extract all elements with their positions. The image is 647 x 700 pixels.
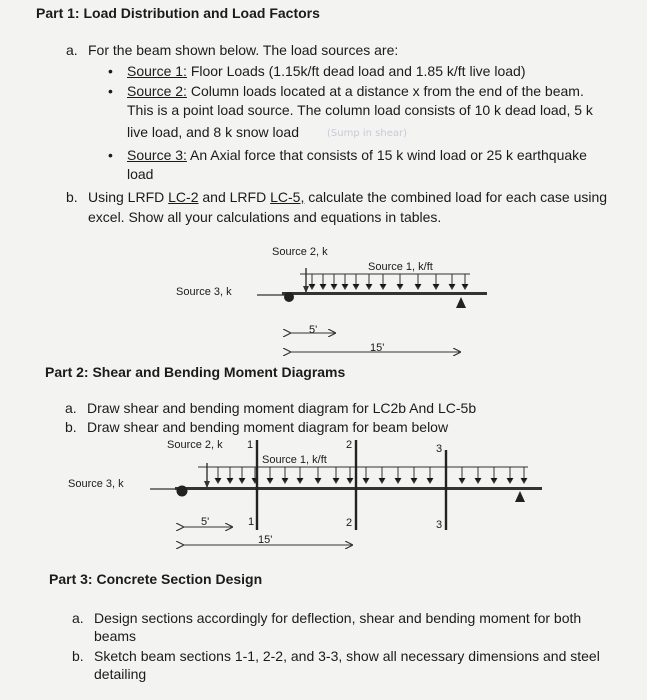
section-cut-3-top: 3 [436,443,443,455]
part1-b-line1: Using LRFD LC-2 and LRFD LC-5, calculate the combined load for each case using [88,189,608,205]
part2-heading: Part 2: Shear and Bending Moment Diagrams [45,364,346,380]
section-cut-1-top: 1 [247,439,254,451]
section-cut-2-top: 2 [346,439,353,451]
source3-label: Source 3: [127,147,187,163]
fig1-pin-support [284,292,294,302]
fig1-load-arrows [309,274,468,289]
fig2-source1-label: Source 1, k/ft [262,454,327,466]
fig1-dim-short: 5' [309,324,318,336]
fig1-source3-label: Source 3, k [176,286,232,298]
part1-a-marker: a. [66,42,78,58]
fig1-source2-label: Source 2, k [272,246,328,258]
part3-b-line2: detailing [94,666,147,682]
fig1-roller-support [456,297,466,308]
source1-label: Source 1: [127,63,187,79]
source3-description: Source 3: An Axial force that consists of 15 k wind load or 25 k earthquake [127,147,587,163]
handwritten-note: (Sump in shear) [327,128,407,139]
part2-a-marker: a. [65,400,77,416]
fig1-beam-diagram [257,268,487,352]
source1-description: Source 1: Floor Loads (1.15k/ft dead load and 1.85 k/ft live load) [127,63,526,79]
part2-b-text: Draw shear and bending moment diagram for beam below [87,419,449,435]
section-cut-2-bottom: 2 [346,517,353,529]
source2-line2: This is a point load source. The column load consists of 10 k dead load, 5 k [127,102,593,118]
section-cut-1-bottom: 1 [248,516,255,528]
fig1-source1-label: Source 1, k/ft [368,261,433,273]
fig2-source2-label: Source 2, k [167,439,223,451]
part3-a-marker: a. [72,610,84,626]
part3-a-line2: beams [94,628,137,644]
source2-description: Source 2: Column loads located at a distance x from the end of the beam. [127,83,584,99]
bullet-icon: • [108,63,113,79]
fig2-beam [175,487,542,490]
fig2-dim-short: 5' [201,516,210,528]
part1-b-line2: excel. Show all your calculations and equations in tables. [88,209,442,225]
source2-label: Source 2: [127,83,187,99]
fig1-dim-long: 15' [370,342,385,354]
fig2-source3-label: Source 3, k [68,478,124,490]
source2-line3: live load, and 8 k snow load [127,124,299,140]
part2-b-marker: b. [65,419,77,435]
fig1-beam [282,292,487,295]
fig2-roller-support [515,491,525,502]
part2-a-text: Draw shear and bending moment diagram for LC2b And LC-5b [87,400,477,416]
fig2-dim-long: 15' [258,534,273,546]
part3-b-line1: Sketch beam sections 1-1, 2-2, and 3-3, show all necessary dimensions and steel [94,648,600,664]
part3-a-line1: Design sections accordingly for deflection, shear and bending moment for both [94,610,582,626]
part1-b-marker: b. [66,189,78,205]
fig2-load-arrows [215,467,527,483]
part1-a-intro: For the beam shown below. The load sources are: [88,42,399,58]
section-cut-3-bottom: 3 [436,519,443,531]
fig2-pin-support [177,486,188,497]
part1-heading: Part 1: Load Distribution and Load Factors [36,5,320,21]
part3-heading: Part 3: Concrete Section Design [49,571,263,587]
bullet-icon: • [108,147,113,163]
part3-b-marker: b. [72,648,84,664]
source3-line2: load [127,166,154,182]
bullet-icon: • [108,83,113,99]
